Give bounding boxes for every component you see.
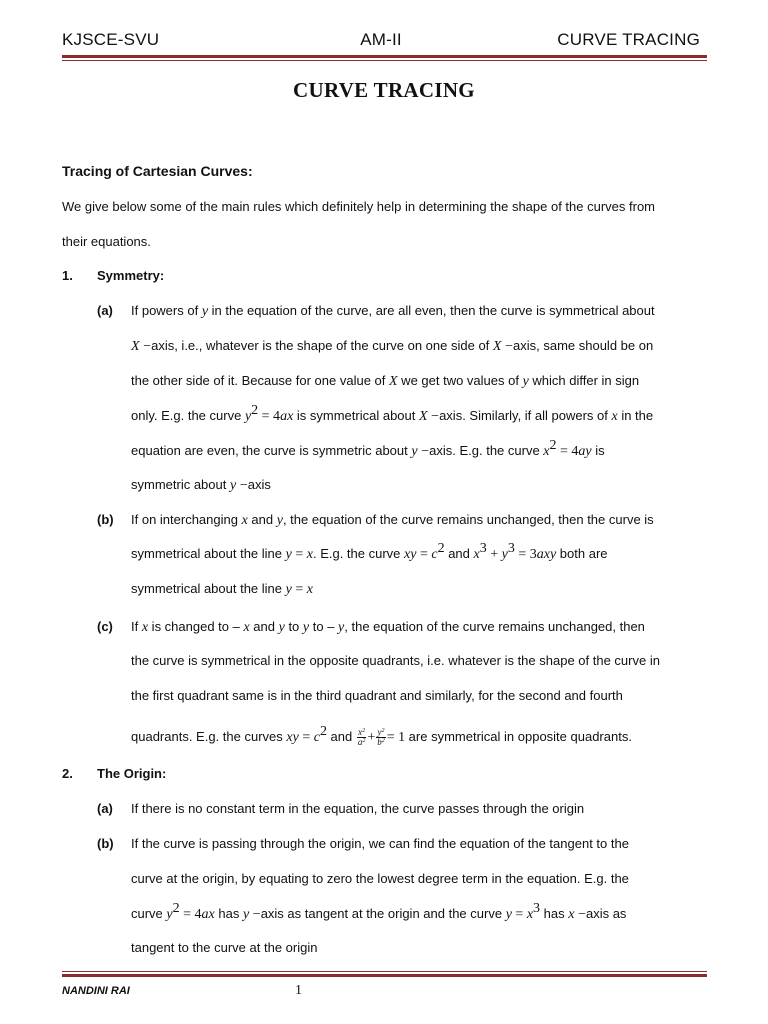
para-2b-line-2: curve at the origin, by equating to zero the lowest degree term in the equation. E.g. the: [131, 871, 629, 886]
sub-label-2b: (b): [97, 836, 114, 851]
symmetry-heading: Symmetry:: [97, 268, 165, 283]
para-1b-line-2: symmetrical about the line y = x. E.g. the curve xy = $c^2$ and $x^3 + y^3 = 3axy$ both are: [131, 541, 608, 562]
para-1a-line-5: equation are even, the curve is symmetric about y −axis. E.g. the curve $x^2 = 4ay$ is: [131, 438, 605, 459]
footer-rule-thin: [62, 971, 707, 972]
origin-heading: The Origin:: [97, 766, 167, 781]
fraction-y2-b2: $\frac{y^2}{b^2}$: [377, 727, 385, 747]
footer-rule-thick: [62, 974, 707, 977]
para-1c-line-2: the curve is symmetrical in the opposite quadrants, i.e. whatever is the shape of the curve in: [131, 653, 660, 668]
para-2a-line-1: If there is no constant term in the equation, the curve passes through the origin: [131, 801, 585, 816]
para-1c-line-1: If x is changed to – x and y to y to – y, the equation of the curve remains unchanged, then: [131, 619, 645, 635]
para-2b-line-4: tangent to the curve at the origin: [131, 940, 318, 955]
page-number: 1: [295, 983, 302, 998]
intro-line-2: their equations.: [62, 234, 151, 249]
item-number-1: 1.: [62, 268, 73, 283]
section-heading: Tracing of Cartesian Curves:: [62, 163, 253, 179]
page-title: CURVE TRACING: [293, 78, 475, 102]
para-2b-line-3: curve $y^2 = 4ax$ has y −axis as tangent at the origin and the curve $y = x^3$ has x −axis as: [131, 901, 627, 922]
header-topic: CURVE TRACING: [557, 30, 700, 49]
item-number-2: 2.: [62, 766, 73, 781]
footer-author: NANDINI RAI: [62, 985, 130, 997]
para-1b-line-3: symmetrical about the line y = x: [131, 581, 313, 597]
para-1b-line-1: If on interchanging x and y, the equation of the curve remains unchanged, then the curve is: [131, 512, 654, 528]
para-1c-line-3: the first quadrant same is in the third quadrant and similarly, for the second and fourth: [131, 688, 623, 703]
header-course: AM-II: [360, 30, 402, 49]
para-1a-line-2: X −axis, i.e., whatever is the shape of the curve on one side of X −axis, same should be on: [131, 338, 654, 354]
fraction-x2-a2: $\frac{x^2}{a^2}$: [357, 727, 366, 747]
para-2b-line-1: If the curve is passing through the origin, we can find the equation of the tangent to the: [131, 836, 629, 851]
sub-label-1c: (c): [97, 619, 113, 634]
header-rule-thin: [62, 60, 707, 61]
header-rule-thick: [62, 55, 707, 58]
sub-label-1a: (a): [97, 303, 113, 318]
para-1c-line-4: quadrants. E.g. the curves xy = $c^2$ and $\frac{x^2}{a^2}$ + $\frac{y^2}{b^2}$ = 1 are symmetrical in opposite quadrants.: [131, 723, 632, 747]
para-1a-line-3: the other side of it. Because for one value of X we get two values of y which differ in sign: [131, 373, 640, 389]
header-institution: KJSCE-SVU: [62, 30, 160, 49]
sub-label-1b: (b): [97, 512, 114, 527]
para-1a-line-1: If powers of y in the equation of the curve, are all even, then the curve is symmetrical about: [131, 303, 655, 319]
intro-line-1: We give below some of the main rules which definitely help in determining the shape of the curves from: [62, 199, 656, 214]
para-1a-line-6: symmetric about y −axis: [131, 477, 271, 493]
sub-label-2a: (a): [97, 801, 113, 816]
para-1a-line-4: only. E.g. the curve $y^2 = 4ax$ is symmetrical about X −axis. Similarly, if all powers of x in the: [131, 403, 654, 424]
